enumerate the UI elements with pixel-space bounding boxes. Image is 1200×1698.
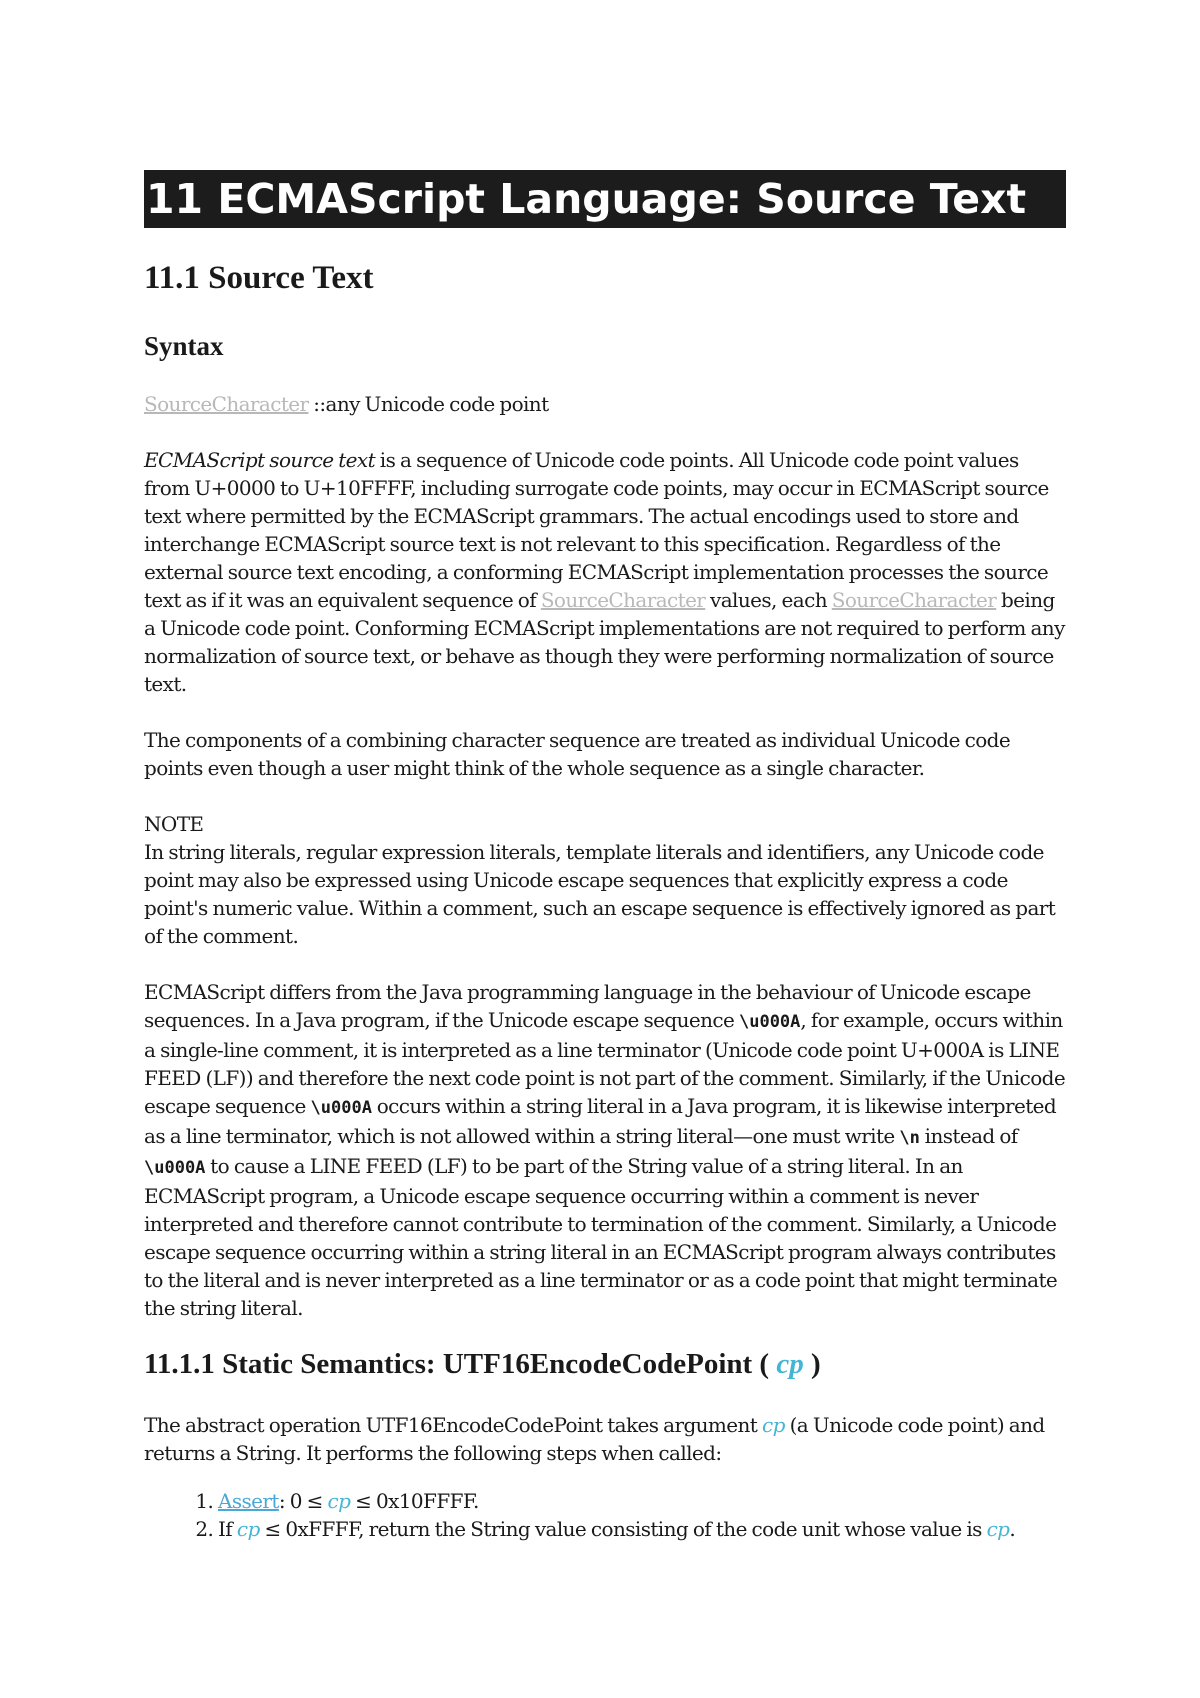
- step-text: ≤ 0x10FFFF.: [350, 1489, 479, 1513]
- code-escape: \u000A: [144, 1158, 206, 1178]
- sourcecharacter-link[interactable]: SourceCharacter: [144, 392, 309, 416]
- paragraph-text: is a sequence of Unicode code points. All Unicode code point values from U+0000 to U+10FFFF, including surrogate code points, may occur in ECMAScript source text where permitted by the ECMAScript grammars. The actual encodings used to store and interchange ECMAScript source text is not relevant to this specification. Regardless of the external source text encoding, a conforming ECMAScript implementation processes the source text as if it was an equivalent sequence of: [144, 448, 1049, 612]
- assert-link[interactable]: Assert: [218, 1489, 279, 1513]
- paragraph-source-text: [144, 446, 1066, 698]
- code-escape: \u000A: [738, 1012, 801, 1032]
- algorithm-intro: [144, 1411, 1066, 1467]
- paragraph-text: to cause a LINE FEED (LF) to be part of the String value of a string literal. In an ECMAScript program, a Unicode escape sequence occurring within a comment is never interpreted and therefore cannot contribute to termination of the comment. Similarly, a Unicode escape sequence occurring within a string literal in an ECMAScript program always contributes to the literal and is never interpreted as a line terminator or as a code point that might terminate the string literal.: [144, 1154, 1058, 1320]
- paragraph-combining: The components of a combining character sequence are treated as individual Unicode code points even though a user might think of the whole sequence as a single character.: [144, 728, 1011, 780]
- variable-cp: cp: [236, 1517, 260, 1541]
- variable-cp: cp: [762, 1413, 785, 1437]
- code-escape: \u000A: [310, 1098, 372, 1118]
- defined-term: ECMAScript source text: [144, 448, 376, 472]
- subsection-title-text: 11.1.1 Static Semantics: UTF16EncodeCodePoint (: [144, 1348, 777, 1380]
- section-title: 11.1 Source Text: [144, 260, 374, 296]
- paragraph-text: , for example, occurs within a single-line comment, it is interpreted as a line terminator (Unicode code point U+000A is LINE FEED (LF)) and therefore the next code point is not part of the comment. Similarly, if the Unicode escape sequence: [144, 1008, 1066, 1118]
- variable-cp: cp: [986, 1517, 1010, 1541]
- intro-text: The abstract operation UTF16EncodeCodePoint takes argument: [144, 1413, 763, 1437]
- algorithm-step: [218, 1515, 1066, 1543]
- intro-text: (a Unicode code point) and returns a String. It performs the following steps when called:: [144, 1413, 1045, 1465]
- note-block: [144, 810, 1066, 950]
- grammar-separator: ::: [308, 392, 326, 416]
- step-text: .: [1009, 1517, 1016, 1541]
- note-text: In string literals, regular expression literals, template literals and identifiers, any Unicode code point may also be expressed using Unicode escape sequences that explicitly express a code point's numeric value. Within a comment, such an escape sequence is effectively ignored as part of the comment.: [144, 840, 1056, 948]
- step-text: If: [218, 1517, 237, 1541]
- subsection-title: [144, 1346, 1066, 1382]
- paragraph-java-comparison: [144, 978, 1066, 1322]
- note-label: NOTE: [144, 812, 204, 836]
- step-text: : 0 ≤: [278, 1489, 328, 1513]
- algorithm-steps: [144, 1487, 1066, 1543]
- document-page: [144, 170, 1066, 1543]
- step-text: ≤ 0xFFFF, return the String value consisting of the code unit whose value is: [259, 1517, 987, 1541]
- algorithm-step: [218, 1487, 1066, 1515]
- grammar-rhs: any Unicode code point: [325, 392, 549, 416]
- paragraph-text: ECMAScript differs from the Java programming language in the behaviour of Unicode escape sequences. In a Java program, if the Unicode escape sequence: [144, 980, 1031, 1032]
- parameter-cp: cp: [776, 1348, 804, 1380]
- grammar-production: [144, 390, 1066, 418]
- subsection-title-text: ): [803, 1348, 821, 1380]
- syntax-heading: Syntax: [144, 331, 224, 361]
- paragraph-text: values, each: [705, 588, 832, 612]
- sourcecharacter-link[interactable]: SourceCharacter: [540, 588, 706, 612]
- chapter-title: 11 ECMAScript Language: Source Text: [144, 170, 1066, 228]
- paragraph-text: occurs within a string literal in a Java program, it is likewise interpreted as a line terminator, which is not allowed within a string literal—one must write: [144, 1094, 1057, 1148]
- paragraph-text: being a Unicode code point. Conforming ECMAScript implementations are not required to perform any normalization of source text, or behave as though they were performing normalization of source text.: [144, 588, 1065, 696]
- code-newline: \n: [899, 1128, 920, 1148]
- paragraph-text: instead of: [919, 1124, 1018, 1148]
- sourcecharacter-link[interactable]: SourceCharacter: [831, 588, 997, 612]
- variable-cp: cp: [327, 1489, 351, 1513]
